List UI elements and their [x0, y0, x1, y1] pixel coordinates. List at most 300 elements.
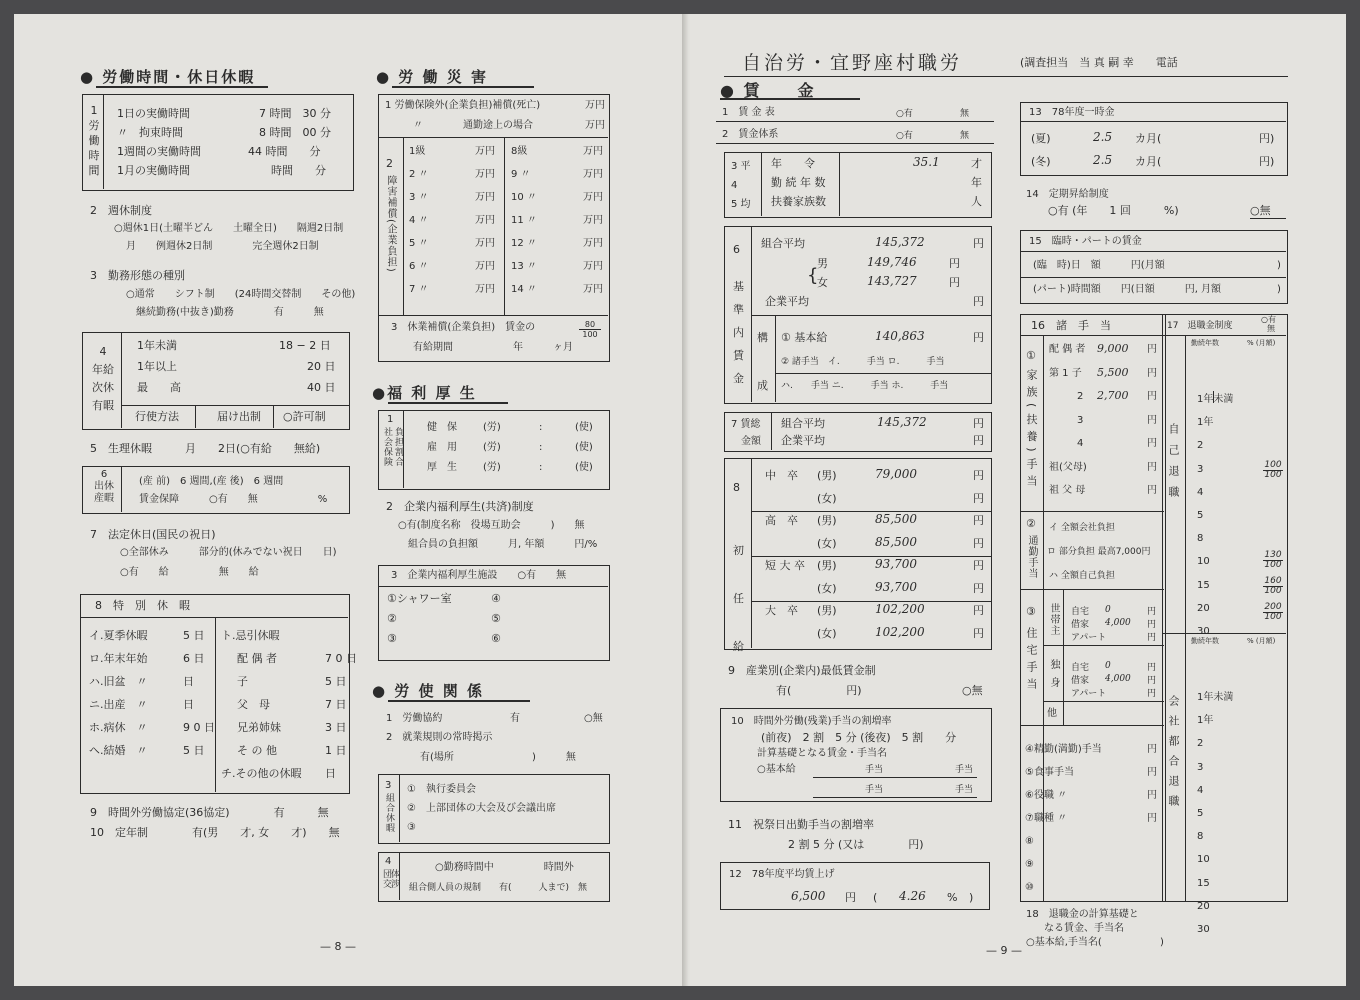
mutual-aid-title: 2 企業内福利厚生(共済)制度	[386, 500, 534, 513]
leave-permit: ○許可制	[283, 410, 326, 423]
work-rules: 2 就業規則の常時掲示	[386, 732, 493, 743]
wage-table-no: 無	[960, 109, 970, 119]
service-years: 8	[1197, 831, 1204, 843]
retire-rate-fraction: 130 100	[1264, 550, 1282, 570]
legal-holidays-line: ○有 給 無 給	[120, 567, 259, 578]
regular-raise-line: ○有 (年 1 回 %)	[1048, 204, 1179, 217]
labor-agreement-yes: 有	[510, 713, 520, 724]
retirement-title: 17 退職金制度	[1167, 321, 1233, 331]
housing-allowance-num: ③	[1026, 605, 1036, 618]
labor-time-box	[82, 94, 354, 191]
company-retirement-label: 会社都合退職	[1167, 695, 1180, 815]
employer-share: (使)	[575, 442, 593, 453]
regular-raise-title: 14 定期昇給制度	[1026, 189, 1109, 200]
unit-yen: 円	[973, 237, 984, 250]
special-leave-label: 父 母	[237, 698, 270, 711]
leave-compensation: 3 休業補償(企業負担) 賃金の	[391, 322, 536, 333]
unit-yen: 円	[1147, 663, 1157, 673]
union-leave-item: ① 執行委員会	[407, 784, 476, 795]
gender: (女)	[817, 581, 837, 595]
holiday-rate-title: 11 祝祭日出勤手当の割増率	[728, 818, 874, 831]
retire-col-head: % (月額)	[1247, 339, 1276, 347]
disability-grade: 2 〃	[409, 169, 429, 180]
work-rules-no: ) 無	[532, 752, 576, 763]
disability-grade: 6 〃	[409, 261, 429, 272]
labor-agreement-no: ○無	[584, 713, 603, 724]
family-member: 4	[1077, 438, 1084, 449]
service-years: 10	[1197, 556, 1210, 568]
part-time-line: (臨 時)日 額 円(月額	[1033, 260, 1165, 271]
unit-yen: 円	[973, 626, 984, 640]
company-average-label: 企業平均	[765, 295, 809, 308]
unit-yen: 円	[1147, 744, 1157, 755]
gender: (男)	[817, 469, 837, 482]
welfare-label: 社会保険	[382, 427, 392, 467]
starting-pay-label: 初 任 給	[733, 544, 744, 653]
housing-head: 世帯主	[1048, 603, 1059, 636]
averages-box	[724, 152, 992, 218]
other-allowance: ⑥役職 〃	[1025, 790, 1068, 801]
service-years: 15	[1197, 877, 1210, 889]
special-leave-label: ホ.病休 〃	[89, 721, 148, 734]
family-member: 第 1 子	[1049, 367, 1082, 379]
special-leave-value: 日	[325, 767, 336, 780]
welfare-box	[378, 410, 610, 490]
service-years: 2	[1197, 440, 1204, 452]
facility-item: ①シャワー室	[387, 592, 452, 605]
bonus-box	[1020, 102, 1288, 176]
disability-unit: 万円	[475, 261, 495, 272]
service-years: 8	[1197, 533, 1204, 545]
legal-holidays-title: 7 法定休日(国民の祝日)	[90, 528, 216, 541]
base-wage-label: 基 準 内 賃 金	[733, 280, 744, 385]
special-leave-value: 5 日	[325, 675, 347, 688]
averages-label: 3 平 4 5 均	[731, 161, 751, 210]
gender: (男)	[817, 559, 837, 572]
worker-share: (労)	[483, 442, 501, 453]
row-divider	[751, 556, 991, 557]
page-number-right: — 9 —	[986, 944, 1022, 957]
worker-share: (労)	[483, 422, 501, 433]
starting-pay-box	[724, 458, 992, 653]
heading-underline	[96, 86, 268, 88]
wage-system-no: 無	[960, 131, 970, 141]
disability-grade: 11 〃	[511, 215, 537, 226]
family-allowance-value: 9,000	[1097, 342, 1129, 355]
starting-pay-value: 93,700	[875, 579, 917, 594]
disability-label-num: 2	[386, 157, 393, 170]
facility-item: ④	[491, 592, 501, 605]
education-level: 高 卒	[765, 514, 798, 527]
disability-label: 障害補償(企業負担)	[385, 175, 396, 273]
special-leave-label: ロ.年末年始	[89, 652, 148, 665]
disability-unit: 万円	[475, 192, 495, 203]
facility-box	[378, 565, 610, 661]
unit-yen: 円	[1147, 438, 1157, 449]
structure-label: 成	[757, 379, 768, 392]
family-allowance-label: 家族(扶養)手当	[1025, 369, 1038, 492]
basic-pay-value: 140,863	[875, 329, 925, 343]
unit-yen: 円	[1147, 676, 1157, 686]
employer-share: (使)	[575, 422, 593, 433]
insurance-type: 健 保	[427, 422, 457, 433]
service-years: 1年未満	[1197, 394, 1234, 405]
unit-yen: 円	[1147, 414, 1157, 426]
unit-yen: 円	[1147, 633, 1157, 643]
unit-yen: 円	[1147, 344, 1157, 355]
retirement-box	[1162, 314, 1288, 935]
unit-yen: 円	[973, 604, 984, 617]
average-value: 35.1	[913, 155, 940, 169]
unit-yen: 円	[1147, 790, 1157, 801]
disability-unit: 万円	[475, 146, 495, 157]
special-leave-value: 日	[183, 675, 194, 688]
leave-notify: 届け出制	[217, 410, 261, 423]
insurance-type: 厚 生	[427, 462, 457, 473]
average-unit: 年	[971, 176, 982, 189]
part-time-title: 15 臨時・パートの賃金	[1029, 236, 1142, 247]
disability-unit: 万円	[583, 284, 603, 295]
employer-share: (使)	[575, 462, 593, 473]
average-label: 扶養家族数	[771, 195, 826, 208]
special-leave-label: ニ.出産 〃	[89, 698, 148, 711]
weekly-holiday-line: ○週休1日(土曜半どん 土曜全日) 隔週2日制	[114, 223, 344, 234]
housing-type: アパート	[1071, 633, 1107, 643]
legal-holidays-line: ○全部休み 部分的(休みでない祝日 日)	[120, 547, 337, 558]
retire-col-head: 勤続年数	[1191, 339, 1219, 347]
special-leave-label: イ.夏季休暇	[89, 629, 148, 642]
accident-unit: 万円	[585, 120, 605, 131]
average-label: 年 令	[771, 157, 815, 170]
housing-type: 自宅	[1071, 663, 1090, 673]
special-leave-label: ハ.旧盆 〃	[89, 675, 148, 688]
disability-grade: 8級	[511, 146, 528, 157]
paid-period: 有給期間 年 ヶ月	[413, 342, 573, 353]
special-leave-value: 日	[183, 698, 194, 711]
retire-rate-fraction: 100 100	[1264, 460, 1282, 480]
share-separator: :	[539, 462, 543, 473]
starting-pay-value: 102,200	[875, 624, 925, 639]
disability-grade: 10 〃	[511, 192, 537, 203]
gender: (女)	[817, 626, 837, 640]
work-form-title: 3 勤務形態の種別	[90, 269, 185, 282]
raise-box	[720, 862, 990, 910]
row-divider	[751, 601, 991, 602]
disability-unit: 万円	[475, 215, 495, 226]
housing-value: 4,000	[1105, 618, 1131, 628]
unit-yen: 円	[949, 276, 960, 289]
special-leave-value: 5 日	[183, 744, 205, 757]
service-years: 1年	[1197, 417, 1214, 429]
special-leave-value: 5 日	[183, 629, 205, 642]
structure-label: 構	[757, 331, 768, 344]
unit-yen: 円	[973, 514, 984, 527]
labor-row-label: 1日の実働時間	[117, 107, 190, 120]
service-years: 20	[1197, 602, 1210, 614]
regular-raise-no: ○無	[1250, 204, 1271, 217]
service-years: 15	[1197, 579, 1210, 591]
service-years: 30	[1197, 924, 1210, 935]
overtime-basis-item: ○基本給	[757, 764, 796, 775]
average-unit: 才	[971, 157, 982, 170]
disability-grade: 3 〃	[409, 192, 429, 203]
housing-type: 借家	[1071, 676, 1090, 686]
section-heading-welfare: ●福 利 厚 生	[372, 384, 477, 402]
disability-grade: 9 〃	[511, 169, 531, 180]
starting-pay-value: 102,200	[875, 602, 925, 616]
unit-yen: 円	[973, 434, 984, 447]
disability-unit: 万円	[475, 284, 495, 295]
housing-value: 0	[1105, 605, 1111, 615]
accident-unit: 万円	[585, 100, 605, 111]
retirement-yes-no: ○有 無	[1261, 315, 1276, 333]
menstrual-leave: 5 生理休暇 月 2日(○有給 無給)	[90, 442, 321, 455]
family-member: 配 偶 者	[1049, 344, 1086, 355]
unit-yen: 円	[973, 331, 984, 344]
male-average-value: 149,746	[867, 255, 917, 269]
commute-option: イ 全額会社負担	[1049, 523, 1115, 533]
retire-basis-end: )	[1160, 937, 1164, 948]
part-time-line-end: )	[1277, 260, 1281, 271]
bonus-summer-value: 2.5	[1093, 130, 1113, 144]
insurance-type: 雇 用	[427, 442, 457, 453]
other-allowance: ⑨	[1025, 859, 1034, 870]
weekly-holiday-title: 2 週休制度	[90, 204, 152, 217]
service-years: 4	[1197, 784, 1204, 796]
wage-table-yes: ○有	[896, 109, 913, 119]
retire-rate-fraction: 200 100	[1264, 602, 1282, 622]
unit-yen: 円	[1147, 813, 1157, 824]
starting-pay-value: 85,500	[875, 512, 917, 526]
page-number-left: — 8 —	[320, 940, 356, 953]
disability-grade: 7 〃	[409, 284, 429, 295]
other-allowance: ④精勤(満勤)手当	[1025, 744, 1102, 755]
family-member: 祖 父 母	[1049, 485, 1086, 496]
gender: (女)	[817, 491, 837, 505]
worker-share: (労)	[483, 462, 501, 473]
unit-yen: 円	[1147, 461, 1157, 473]
section-heading-wages: ● 賃 金	[720, 81, 816, 100]
share-separator: :	[539, 422, 543, 433]
labor-row-value: 7 時間 30 分	[259, 107, 331, 120]
service-years: 30	[1197, 626, 1210, 637]
retire-col-head: 勤続年数	[1191, 637, 1219, 645]
retire-basis-line: 18 退職金の計算基礎と	[1026, 909, 1139, 920]
allowances-box	[1020, 314, 1166, 902]
work-form-line: ○通常 シフト制 (24時間交替制 その他)	[126, 289, 356, 300]
special-leave-value: 7 日	[325, 698, 347, 711]
gender: (男)	[817, 604, 837, 617]
commute-allowance-label: 通勤手当	[1026, 535, 1037, 579]
unit-yen: 円	[973, 536, 984, 550]
base-wage-box	[724, 226, 992, 404]
family-allowance-num: ①	[1026, 349, 1036, 362]
unit-yen: 円	[973, 559, 984, 572]
bonus-months: カ月(	[1135, 132, 1162, 145]
labor-time-label: 1 労 働 時 間	[88, 104, 100, 177]
part-time-line: (パート)時間額 円(日額 円, 月額	[1033, 284, 1222, 295]
gender-brace: {	[807, 265, 819, 286]
holiday-rate-value: 2 割 5 分 (又は 円)	[788, 838, 924, 851]
heading-underline	[388, 700, 530, 702]
union-leave-item: ② 上部団体の大会及び会議出席	[407, 803, 556, 814]
housing-type: 自宅	[1071, 607, 1090, 617]
labor-row-label: 1月の実働時間	[117, 164, 190, 177]
special-leave-label: 兄弟姉妹	[237, 721, 281, 734]
paren-open: (	[873, 891, 878, 904]
welfare-label-num: 1	[387, 414, 394, 425]
special-leave-label: ヘ.結婚 〃	[89, 744, 148, 757]
overtime-basis-title: 計算基礎となる賃金・手当名	[757, 748, 887, 759]
document-title: 自治労・宜野座村職労	[742, 52, 963, 74]
special-leave-label: 配 偶 者	[237, 652, 277, 665]
starting-pay-value: 79,000	[875, 467, 917, 481]
male-label: 男	[817, 257, 828, 270]
facility-title: 3 企業内福利厚生施設 ○有 無	[391, 570, 567, 581]
leave-method: 行使方法	[135, 410, 179, 423]
family-member: 2	[1077, 391, 1084, 402]
service-years: 1年	[1197, 715, 1214, 727]
unit-yen: 円	[973, 295, 984, 308]
special-leave-value: 7 0 日	[325, 652, 357, 665]
retire-basis-line: なる賃金、手当名	[1044, 923, 1124, 934]
unit-yen: 円	[1147, 767, 1157, 778]
annual-leave-row-label: 1年未満	[137, 339, 177, 352]
heading-underline	[392, 86, 534, 88]
union-leave-num: 3	[385, 780, 392, 791]
facility-item: ⑤	[491, 612, 501, 625]
special-leave-label: チ.その他の休暇	[221, 767, 302, 780]
allowance-line: ハ. 手当 ニ. 手当 ホ. 手当	[781, 381, 949, 391]
mutual-aid-line: ○有(制度名称 役場互助会 ) 無	[398, 520, 585, 531]
overtime-basis-item: 手当	[865, 765, 884, 775]
wage-system-yes: ○有	[896, 131, 913, 141]
bonus-winter-value: 2.5	[1093, 153, 1113, 167]
special-leave-label: ト.忌引休暇	[221, 629, 280, 642]
commute-option: ロ 部分負担 最高7,000円	[1047, 547, 1151, 557]
facility-item: ⑥	[491, 632, 501, 645]
housing-type: 借家	[1071, 620, 1090, 630]
education-level: 短 大 卒	[765, 559, 805, 572]
starting-pay-value: 85,500	[875, 534, 917, 549]
other-allowance: ⑩	[1025, 882, 1034, 893]
labor-row-value: 8 時間 00 分	[259, 126, 331, 139]
total-wage-box	[724, 412, 992, 452]
bonus-summer: (夏)	[1031, 132, 1051, 145]
total-union-average-label: 組合平均	[781, 417, 825, 430]
maternity-box	[82, 466, 350, 514]
labor-row-label: 1週間の実働時間	[117, 145, 201, 158]
disability-grade: 14 〃	[511, 284, 537, 295]
housing-single: 独身	[1048, 659, 1059, 695]
weekly-holiday-line: 月 例週休2日制 完全週休2日制	[126, 241, 319, 252]
right-page	[690, 14, 1346, 986]
service-years: 20	[1197, 900, 1210, 912]
bonus-yen: 円)	[1259, 132, 1275, 145]
labor-agreement: 1 労働協約	[386, 713, 443, 724]
family-member: 祖(父母)	[1049, 461, 1087, 473]
family-member: 3	[1077, 414, 1084, 426]
total-wage-label: 7 賃総 金額	[731, 419, 761, 447]
unit-yen: 円	[1147, 367, 1157, 379]
minimum-wage-line: 有( 円)	[776, 684, 862, 697]
service-years: 4	[1197, 486, 1204, 498]
raise-title: 12 78年度平均賃上げ	[729, 869, 835, 880]
commute-allowance-num: ②	[1026, 517, 1036, 530]
annual-leave-box	[82, 332, 350, 430]
title-rule	[724, 76, 1288, 77]
maternity-label: 6 出休 産暇	[94, 469, 114, 504]
bargaining-line: ○勤務時間中 時間外	[435, 862, 574, 873]
unit-yen: 円	[973, 491, 984, 505]
paren-close: )	[969, 891, 974, 904]
labor-row-value: 時間 分	[271, 164, 326, 177]
bargaining-label: 団交	[381, 869, 391, 889]
unit-yen: 円	[949, 257, 960, 270]
union-average-value: 145,372	[875, 235, 925, 249]
annual-leave-row-value: 18 − 2 日	[279, 339, 331, 352]
section-heading-labor-time: ● 労働時間・休日休暇	[80, 68, 256, 86]
base-wage-num: 6	[733, 243, 740, 256]
work-form-line: 継続勤務(中抜き)勤務 有 無	[136, 307, 324, 318]
disability-grade: 1級	[409, 146, 426, 157]
other-allowance: ⑤食事手当	[1025, 767, 1074, 778]
average-label: 勤 続 年 数	[771, 176, 826, 189]
self-retirement-label: 自己退職	[1167, 423, 1180, 507]
accident-death-comp: 1 労働保険外(企業負担)補償(死亡)	[385, 100, 541, 111]
unit-yen: 円	[1147, 391, 1157, 402]
disability-unit: 万円	[475, 238, 495, 249]
retire-basis-line: ○基本給,手当名(	[1026, 937, 1102, 948]
labor-row-label: 〃 拘束時間	[117, 126, 183, 139]
education-level: 大 卒	[765, 604, 798, 617]
disability-grade: 4 〃	[409, 215, 429, 226]
raise-amount: 6,500	[791, 889, 826, 903]
disability-unit: 万円	[475, 169, 495, 180]
mutual-aid-line: 組合員の負担額 月, 年額 円/%	[408, 539, 598, 550]
heading-underline	[388, 402, 508, 404]
maternity-line: 賃金保障 ○有 無 %	[139, 494, 328, 505]
retire-rate-fraction: 160 100	[1264, 576, 1282, 596]
disability-unit: 万円	[583, 146, 603, 157]
labor-row-value: 44 時間 分	[248, 145, 321, 158]
bonus-months: カ月(	[1135, 155, 1162, 168]
overtime-basis-item: 手当	[955, 765, 974, 775]
share-separator: :	[539, 442, 543, 453]
special-leave-label: そ の 他	[237, 744, 277, 757]
wage-system: 2 賃金体系	[722, 129, 779, 140]
disability-unit: 万円	[583, 261, 603, 272]
bargaining-line: 組合側人員の規制 有( 人まで) 無	[409, 883, 588, 893]
female-average-value: 143,727	[867, 274, 917, 288]
disability-unit: 万円	[583, 215, 603, 226]
bonus-winter: (冬)	[1031, 155, 1051, 168]
unit-yen: 円	[973, 417, 984, 430]
overtime-rate-line: (前夜) 2 割 5 分 (後夜) 5 割 分	[761, 731, 957, 744]
bargaining-num: 4	[385, 856, 392, 867]
annual-leave-row-label: 1年以上	[137, 360, 177, 373]
bonus-title: 13 78年度一時金	[1029, 107, 1115, 118]
service-years: 3	[1197, 463, 1204, 475]
housing-value: 0	[1105, 661, 1111, 671]
total-company-average-label: 企業平均	[781, 434, 825, 447]
disability-unit: 万円	[583, 238, 603, 249]
section-heading-labor-relations: ● 労 使 関 係	[372, 682, 484, 700]
other-allowance: ⑦職種 〃	[1025, 813, 1068, 824]
overtime-rate-title: 10 時間外労働(残業)手当の割増率	[731, 716, 892, 727]
service-years: 10	[1197, 854, 1210, 866]
annual-leave-row-label: 最 高	[137, 381, 181, 394]
